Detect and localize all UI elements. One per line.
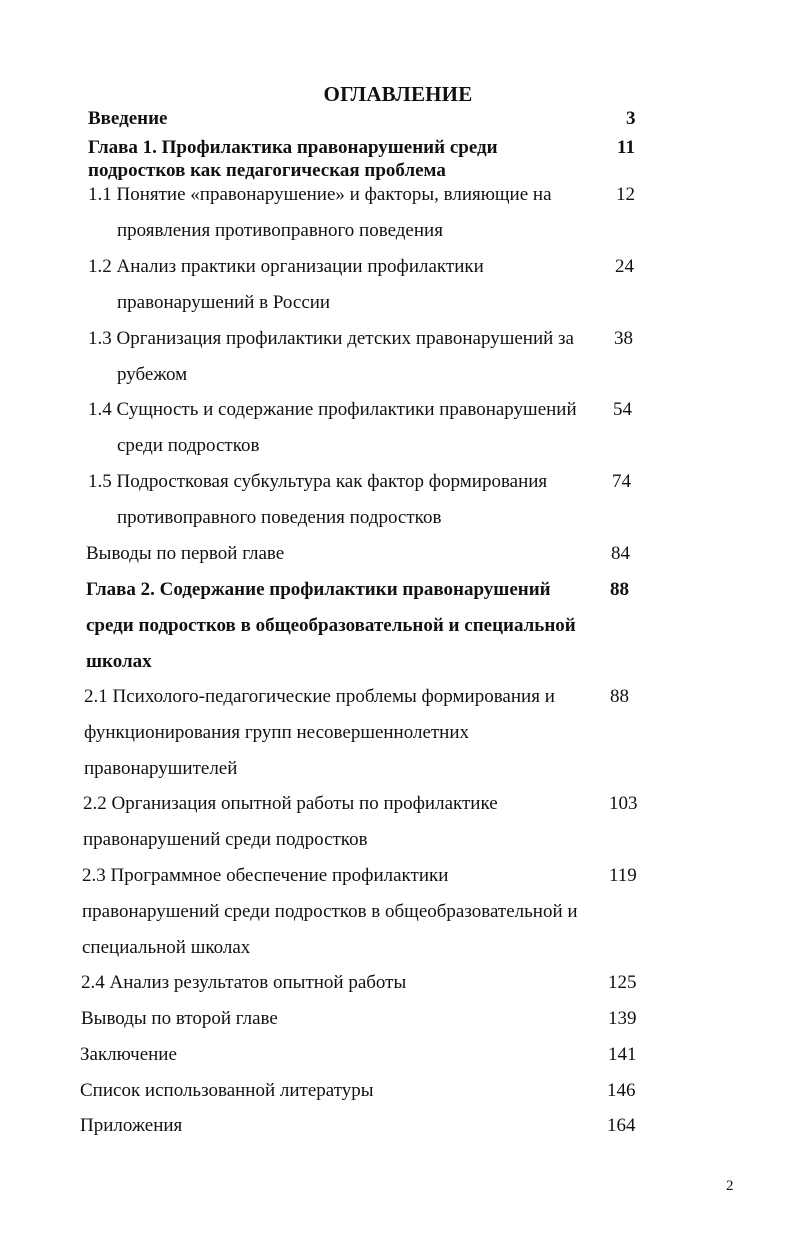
- toc-entry-conclusion-title: Заключение: [80, 1044, 177, 1065]
- toc-entry-1-5-page: 74: [612, 471, 631, 492]
- toc-entry-2-1-line2: функционирования групп несовершеннолетних: [84, 722, 470, 743]
- toc-entry-ch2-line1: Глава 2. Содержание профилактики правонарушений: [86, 579, 551, 600]
- toc-entry-1-2-line2: правонарушений в России: [117, 292, 331, 313]
- toc-entry-conclusion-page: 141: [608, 1044, 637, 1065]
- toc-entry-1-3-page: 38: [614, 328, 633, 349]
- toc-entry-1-3-line1: 1.3 Организация профилактики детских правонарушений за: [88, 328, 574, 349]
- page-title: ОГЛАВЛЕНИЕ: [323, 82, 473, 106]
- toc-entry-2-3-line2: правонарушений среди подростков в общеобразовательной и: [82, 901, 578, 922]
- toc-entry-1-2-line1: 1.2 Анализ практики организации профилактики: [88, 256, 484, 277]
- toc-entry-1-2-page: 24: [615, 256, 634, 277]
- toc-entry-ch2-page: 88: [610, 579, 629, 600]
- toc-entry-ch1-line1: Глава 1. Профилактика правонарушений среди: [88, 137, 498, 158]
- toc-entry-appendices-title: Приложения: [80, 1115, 183, 1136]
- toc-entry-1-5-line1: 1.5 Подростковая субкультура как фактор формирования: [88, 471, 548, 492]
- toc-entry-intro-page: 3: [626, 108, 636, 129]
- toc-entry-2-4-title: 2.4 Анализ результатов опытной работы: [81, 972, 407, 993]
- toc-entry-1-1-page: 12: [616, 184, 635, 205]
- toc-entry-2-4-page: 125: [608, 972, 637, 993]
- toc-entry-2-3-line1: 2.3 Программное обеспечение профилактики: [82, 865, 449, 886]
- toc-entry-1-4-line1: 1.4 Сущность и содержание профилактики правонарушений: [88, 399, 577, 420]
- toc-entry-2-2-line2: правонарушений среди подростков: [83, 829, 368, 850]
- toc-entry-1-1-line2: проявления противоправного поведения: [117, 220, 443, 241]
- toc-entry-references-title: Список использованной литературы: [80, 1080, 374, 1101]
- toc-entry-2-1-line1: 2.1 Психолого-педагогические проблемы формирования и: [84, 686, 555, 707]
- toc-entry-conclusions-ch2-page: 139: [608, 1008, 637, 1029]
- toc-entry-2-2-line1: 2.2 Организация опытной работы по профилактике: [83, 793, 498, 814]
- toc-entry-references-page: 146: [607, 1080, 636, 1101]
- toc-entry-2-2-page: 103: [609, 793, 638, 814]
- toc-entry-appendices-page: 164: [607, 1115, 636, 1136]
- toc-entry-ch2-line3: школах: [86, 651, 152, 672]
- toc-entry-conclusions-ch2-title: Выводы по второй главе: [81, 1008, 278, 1029]
- toc-entry-1-4-line2: среди подростков: [117, 435, 260, 456]
- toc-entry-ch1-line2: подростков как педагогическая проблема: [88, 160, 446, 181]
- toc-entry-2-3-line3: специальной школах: [82, 937, 251, 958]
- toc-entry-2-1-page: 88: [610, 686, 629, 707]
- toc-entry-ch1-page: 11: [617, 137, 635, 158]
- toc-entry-2-1-line3: правонарушителей: [84, 758, 238, 779]
- toc-entry-conclusions-ch1-page: 84: [611, 543, 630, 564]
- toc-entry-intro-title: Введение: [88, 108, 168, 129]
- toc-entry-2-3-page: 119: [609, 865, 637, 886]
- toc-entry-1-5-line2: противоправного поведения подростков: [117, 507, 442, 528]
- toc-entry-1-3-line2: рубежом: [117, 364, 188, 385]
- toc-entry-ch2-line2: среди подростков в общеобразовательной и специальной: [86, 615, 576, 636]
- toc-entry-1-1-line1: 1.1 Понятие «правонарушение» и факторы, влияющие на: [88, 184, 552, 205]
- toc-entry-1-4-page: 54: [613, 399, 632, 420]
- toc-entry-conclusions-ch1-title: Выводы по первой главе: [86, 543, 285, 564]
- page-number: 2: [726, 1178, 734, 1194]
